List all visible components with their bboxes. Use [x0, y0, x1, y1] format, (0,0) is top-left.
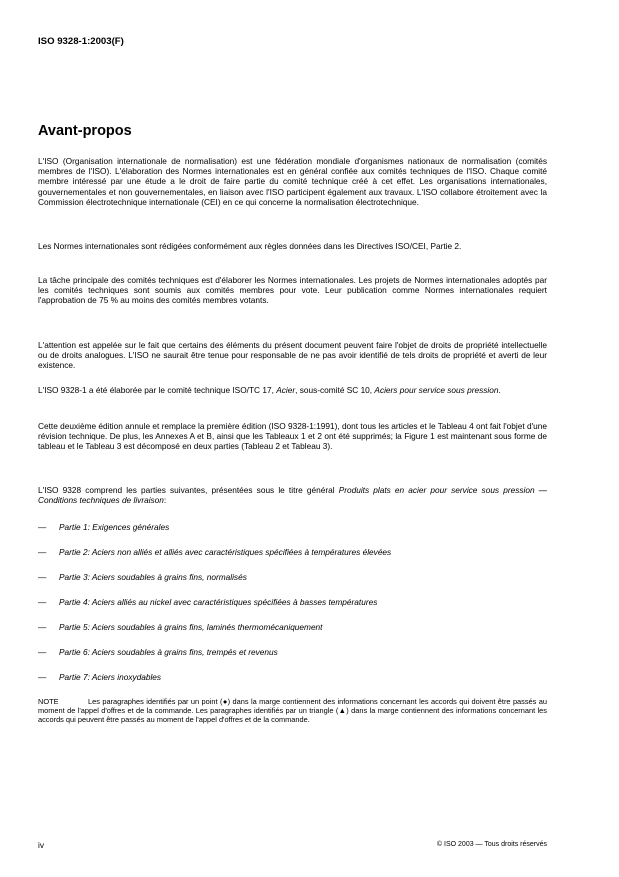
- note-label: NOTE: [38, 697, 59, 706]
- dash-marker: —: [38, 647, 47, 657]
- part-title: Partie 3: Aciers soudables à grains fins, normalisés: [59, 572, 247, 582]
- para7-italic-title: Produits plats en acier pour service sous pression — Conditions techniques de livraison: [38, 485, 547, 506]
- para5-text-1: L'ISO 9328-1 a été élaborée par le comité technique ISO/TC 17,: [38, 385, 277, 395]
- copyright-notice: © ISO 2003 — Tous droits réservés: [436, 841, 547, 848]
- foreword-paragraph-3: La tâche principale des comités techniques est d'élaborer les Normes internationales. Les projets de Normes internationales adoptés par les comités techniques sont soumis aux comités membres pour vote. Leur publication comme Normes internationales requiert l'approbation de 75 % au moins des comités membres votants.: [38, 275, 547, 306]
- para5-italic-service: Aciers pour service sous pression: [374, 385, 499, 395]
- dash-marker: —: [38, 672, 47, 682]
- foreword-paragraph-6: Cette deuxième édition annule et remplace la première édition (ISO 9328-1:1991), dont tous les articles et le Tableau 4 ont fait l'objet d'une révision technique. De plus, les Annexes A et B, ainsi que les Tableaux 1 et 2 ont été supprimés; la Figure 1 est maintenant sous forme de tableau et le Tableau 3 est décomposé en deux parties (Tableau 2 et Tableau 3).: [38, 421, 547, 452]
- para7-text-1: L'ISO 9328 comprend les parties suivantes, présentées sous le titre général: [38, 485, 339, 495]
- foreword-paragraph-4: L'attention est appelée sur le fait que certains des éléments du présent document peuvent faire l'objet de droits de propriété intellectuelle ou de droits analogues. L'ISO ne saurait être tenue pour responsable de ne pas avoir identifié de tels droits de propriété et averti de leur existence.: [38, 340, 547, 371]
- part-title: Partie 4: Aciers alliés au nickel avec caractéristiques spécifiées à basses températures: [59, 597, 378, 607]
- list-item: [38, 572, 547, 582]
- page-number: iv: [38, 840, 44, 850]
- foreword-paragraph-2: Les Normes internationales sont rédigées conformément aux règles données dans les Directives ISO/CEI, Partie 2.: [38, 241, 462, 251]
- list-item: [38, 622, 547, 632]
- dash-marker: —: [38, 597, 47, 607]
- part-title: Partie 7: Aciers inoxydables: [59, 672, 162, 682]
- part-title: Partie 6: Aciers soudables à grains fins, trempés et revenus: [59, 647, 278, 657]
- foreword-paragraph-7: [38, 485, 547, 505]
- list-item: [38, 647, 547, 657]
- list-item: [38, 522, 547, 532]
- list-item: [38, 672, 547, 682]
- list-item: [38, 597, 547, 607]
- dash-marker: —: [38, 622, 47, 632]
- list-item: [38, 547, 547, 557]
- part-title: Partie 1: Exigences générales: [59, 522, 170, 532]
- para5-italic-acier: Acier: [276, 385, 296, 395]
- part-title: Partie 2: Aciers non alliés et alliés avec caractéristiques spécifiées à températures élevées: [59, 547, 392, 557]
- para5-text-2: , sous-comité SC 10,: [295, 385, 375, 395]
- part-title: Partie 5: Aciers soudables à grains fins, laminés thermomécaniquement: [59, 622, 323, 632]
- note-text: Les paragraphes identifiés par un point (●) dans la marge contiennent des informations concernant les accords qui doivent être passés au moment de l'appel d'offres et de la commande. Les paragraphes identifiés par un triangle (▲) dans la marge contiennent des informations concernant les accords qui peuvent être passés au moment de l'appel d'offres et de la commande.: [38, 697, 547, 725]
- para7-text-2: :: [163, 495, 167, 506]
- dash-marker: —: [38, 547, 47, 557]
- document-id-header: ISO 9328-1:2003(F): [38, 36, 124, 47]
- para5-text-3: .: [498, 385, 501, 395]
- foreword-paragraph-5: [38, 385, 547, 395]
- dash-marker: —: [38, 572, 47, 582]
- note-paragraph: [38, 697, 547, 724]
- dash-marker: —: [38, 522, 47, 532]
- foreword-paragraph-1: L'ISO (Organisation internationale de normalisation) est une fédération mondiale d'organismes nationaux de normalisation (comités membres de l'ISO). L'élaboration des Normes internationales est en général confiée aux comités techniques de l'ISO. Chaque comité membre intéressé par une étude a le droit de faire partie du comité technique créé à cet effet. Les organisations internationales, gouvernementales et non gouvernementales, en liaison avec l'ISO participent également aux travaux. L'ISO collabore étroitement avec la Commission électrotechnique internationale (CEI) en ce qui concerne la normalisation électrotechnique.: [38, 156, 547, 207]
- page-title: Avant-propos: [38, 123, 132, 139]
